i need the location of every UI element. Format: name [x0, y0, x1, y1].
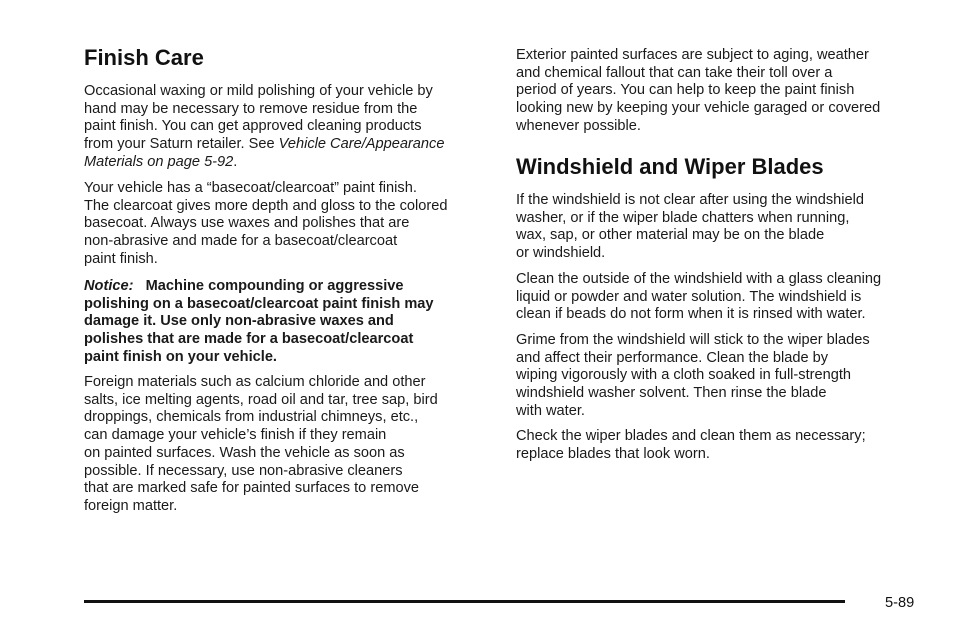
section-heading-windshield: Windshield and Wiper Blades	[516, 154, 824, 179]
notice-block	[84, 278, 504, 367]
footer-rule	[84, 600, 845, 603]
paragraph-text-end: .	[233, 153, 238, 170]
notice-label: Notice:	[84, 278, 134, 294]
cross-reference-link[interactable]: Vehicle Care/Appearance Materials on page 5-92	[84, 136, 445, 170]
paragraph-waxing	[84, 83, 504, 172]
paragraph-clean-outside: Clean the outside of the windshield with a glass cleaning liquid or powder and water solution. The windshield is clean if beads do not form when it is rinsed with water.	[516, 271, 882, 323]
page-number: 5-89	[885, 595, 915, 611]
section-heading-finish-care: Finish Care	[84, 45, 204, 70]
paragraph-exterior-surfaces: Exterior painted surfaces are subject to aging, weather and chemical fallout that can take their toll over a period of years. You can help to keep the paint finish looking new by keeping your vehicle garaged or covered whenever possible.	[516, 47, 881, 134]
paragraph-grime: Grime from the windshield will stick to the wiper blades and affect their performance. Clean the blade by wiping vigorously with a cloth soaked in full-strength windshield washer solvent. Then rinse the blade with water.	[516, 332, 870, 419]
notice-text: Machine compounding or aggressive polishing on a basecoat/clearcoat paint finish may damage it. Use only non-abrasive waxes and polishes that are made for a basecoat/clearcoat paint finish on your vehicle.	[84, 278, 434, 365]
paragraph-text: Occasional waxing or mild polishing of your vehicle by hand may be necessary to remove residue from the paint finish. You can get approved cleaning products from your Saturn retailer. See	[84, 83, 433, 153]
paragraph-windshield-not-clear: If the windshield is not clear after using the windshield washer, or if the wiper blade chatters when running, wax, sap, or other material may be on the blade or windshield.	[516, 192, 865, 262]
paragraph-check-wipers: Check the wiper blades and clean them as necessary; replace blades that look worn.	[516, 428, 866, 462]
paragraph-basecoat: Your vehicle has a “basecoat/clearcoat” paint finish. The clearcoat gives more depth and gloss to the colored basecoat. Always use waxes and polishes that are non-abrasive and made for a basecoat/clearcoat paint finish.	[84, 180, 448, 267]
paragraph-foreign-materials: Foreign materials such as calcium chloride and other salts, ice melting agents, road oil and tar, tree sap, bird droppings, chemicals from industrial chimneys, etc., can damage your vehicle’s finish if they remain on painted surfaces. Wash the vehicle as soon as possible. If necessary, use non-abrasive cleaners that are marked safe for painted surfaces to remove foreign matter.	[84, 374, 438, 514]
